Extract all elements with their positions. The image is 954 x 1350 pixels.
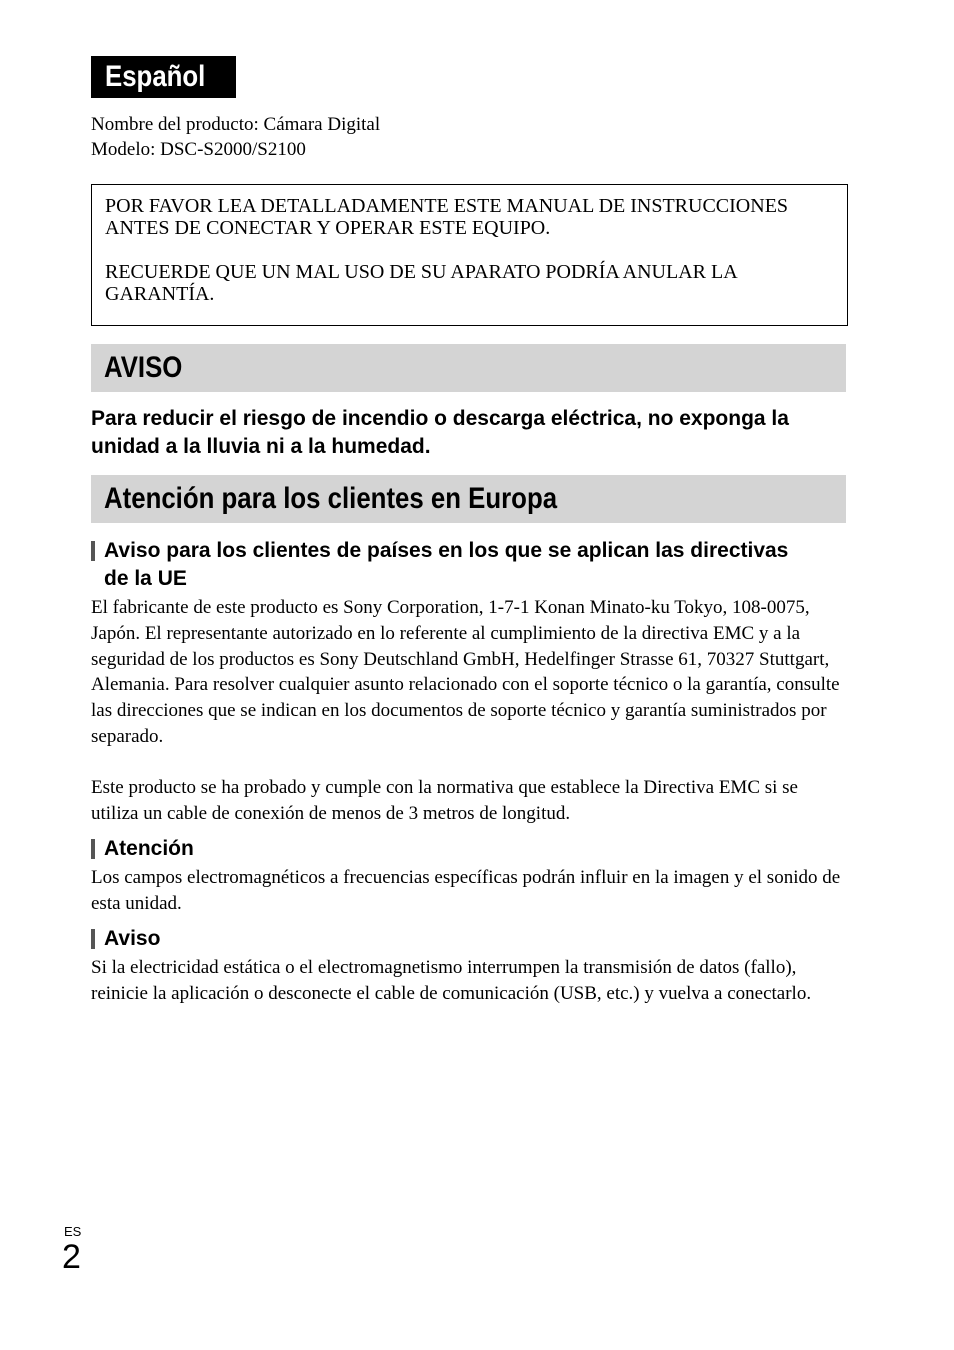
subheading-eu-directives	[91, 537, 811, 593]
paragraph-electromagnetic-fields: Los campos electromagnéticos a frecuencias específicas podrán influir en la imagen y el sonido de esta unidad.	[91, 867, 841, 914]
warning-box	[91, 184, 848, 326]
warning-warranty: RECUERDE QUE UN MAL USO DE SU APARATO PODRÍA ANULAR LA GARANTÍA.	[105, 261, 737, 305]
section-heading-aviso	[91, 344, 846, 392]
page-language-code: ES	[64, 1224, 82, 1239]
subheading-marker	[91, 839, 95, 859]
subheading-aviso-label: Aviso	[104, 927, 161, 950]
subheading-marker	[91, 541, 95, 561]
product-name-line: Nombre del producto: Cámara Digital	[91, 114, 381, 135]
product-model-line: Modelo: DSC-S2000/S2100	[91, 139, 306, 160]
subheading-eu-directives-label: Aviso para los clientes de países en los que se aplican las directivas de la UE	[104, 539, 789, 590]
paragraph-static-electricity: Si la electricidad estática o el electromagnetismo interrumpen la transmisión de datos (fallo), reinicie la aplicación o desconecte el cable de comunicación (USB, etc.) y vuelva a conectarlo.	[91, 957, 812, 1004]
section-heading-aviso-label: AVISO	[104, 351, 183, 384]
safety-statement: Para reducir el riesgo de incendio o descarga eléctrica, no exponga la unidad a la lluvia ni a la humedad.	[91, 407, 789, 458]
paragraph-emc-compliance: Este producto se ha probado y cumple con la normativa que establece la Directiva EMC si se utiliza un cable de conexión de menos de 3 metros de longitud.	[91, 777, 798, 824]
paragraph-manufacturer: El fabricante de este producto es Sony Corporation, 1-7-1 Konan Minato-ku Tokyo, 108-0075, Japón. El representante autorizado en lo referente al cumplimiento de la directiva EMC y a la seguridad de los productos es Sony Deutschland GmbH, Hedelfinger Strasse 61, 70327 Stuttgart, Alemania. Para resolver cualquier asunto relacionado con el soporte técnico o la garantía, consulte las direcciones que se indican en los documentos de soporte técnico y garantía suministrados por separado.	[91, 597, 840, 747]
language-tag	[91, 56, 236, 98]
product-info	[91, 112, 380, 162]
language-tag-label: Español	[105, 60, 206, 93]
subheading-atencion	[91, 835, 194, 863]
section-heading-europe	[91, 475, 846, 523]
page-number: 2	[62, 1238, 81, 1276]
section-heading-europe-label: Atención para los clientes en Europa	[104, 482, 558, 515]
subheading-atencion-label: Atención	[104, 837, 194, 860]
warning-read-manual: POR FAVOR LEA DETALLADAMENTE ESTE MANUAL DE INSTRUCCIONES ANTES DE CONECTAR Y OPERAR ESTE EQUIPO.	[105, 195, 789, 239]
subheading-aviso	[91, 925, 160, 953]
subheading-marker	[91, 929, 95, 949]
